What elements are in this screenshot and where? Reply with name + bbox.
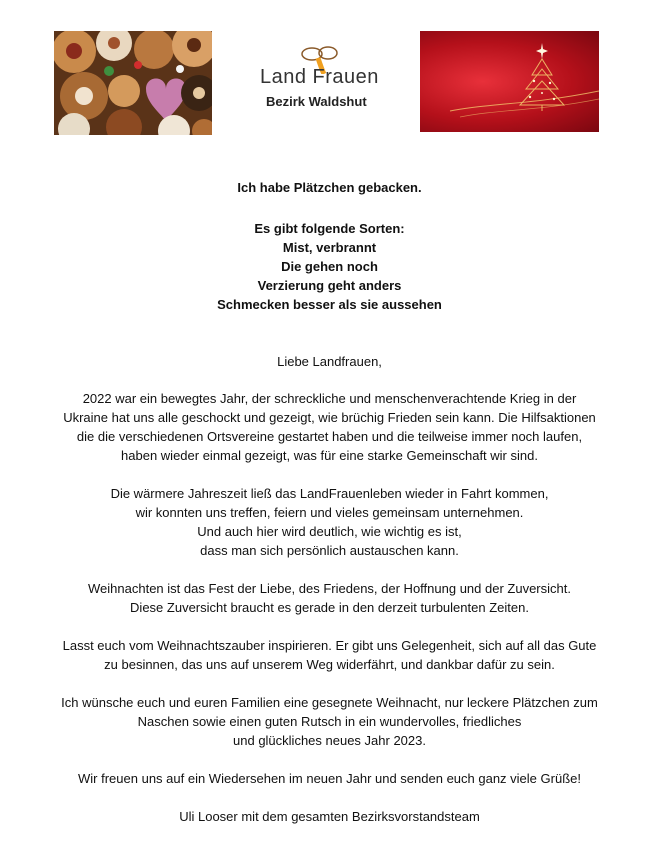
paragraph-line: wir konnten uns treffen, feiern und vieles gemeinsam unternehmen.	[135, 505, 524, 520]
greeting: Liebe Landfrauen,	[277, 354, 382, 369]
paragraph-line: die die verschiedenen Ortsvereine gestartet haben und die teilweise immer noch laufen,	[76, 429, 583, 444]
logo-frauen: Frauen	[312, 66, 379, 88]
poem-sort: Die gehen noch	[281, 259, 378, 274]
poem-title: Ich habe Plätzchen gebacken.	[237, 180, 422, 195]
paragraph-line: Diese Zuversicht braucht es gerade in den derzeit turbulenten Zeiten.	[130, 600, 529, 615]
paragraph-line: Naschen sowie einen guten Rutsch in ein wundervolles, friedliches	[137, 714, 522, 729]
paragraph-line: Weihnachten ist das Fest der Liebe, des Friedens, der Hoffnung und der Zuversicht.	[88, 581, 571, 596]
header	[0, 0, 659, 140]
paragraph-line: dass man sich persönlich austauschen kann.	[200, 543, 459, 558]
poem-sort: Schmecken besser als sie aussehen	[217, 297, 442, 312]
poem-sort: Verzierung geht anders	[257, 278, 402, 293]
logo-wordmark	[260, 66, 379, 89]
christmas-tree-illustration	[420, 31, 599, 132]
signature: Uli Looser mit dem gesamten Bezirksvorstandsteam	[179, 809, 480, 824]
paragraph-line: Und auch hier wird deutlich, wie wichtig es ist,	[197, 524, 462, 539]
paragraph-line: zu besinnen, das uns auf unserem Weg widerfährt, und dankbar dafür zu sein.	[104, 657, 555, 672]
poem-intro: Es gibt folgende Sorten:	[254, 221, 405, 236]
paragraph-line: Ukraine hat uns alle geschockt und gezeigt, wie brüchig Frieden sein kann. Die Hilfsaktionen	[63, 410, 596, 425]
paragraph-line: Ich wünsche euch und euren Familien eine gesegnete Weihnacht, nur leckere Plätzchen zum	[61, 695, 598, 710]
paragraph-line: 2022 war ein bewegtes Jahr, der schreckliche und menschenverachtende Krieg in der	[82, 391, 577, 406]
christmas-image	[420, 31, 599, 132]
logo-land: Land	[260, 66, 307, 88]
closing-line: Wir freuen uns auf ein Wiedersehen im neuen Jahr und senden euch ganz viele Grüße!	[78, 771, 581, 786]
cookies-illustration	[54, 31, 212, 135]
paragraph-line: Lasst euch vom Weihnachtszauber inspirieren. Er gibt uns Gelegenheit, sich auf all das Gute	[62, 638, 597, 653]
landfrauen-logo	[256, 44, 388, 114]
paragraph-line: haben wieder einmal gezeigt, was für eine starke Gemeinschaft wir sind.	[121, 448, 538, 463]
poem-sort: Mist, verbrannt	[282, 240, 377, 255]
cookies-image	[54, 31, 212, 135]
logo-subtitle: Bezirk Waldshut	[266, 94, 367, 109]
paragraph-line: und glückliches neues Jahr 2023.	[233, 733, 426, 748]
paragraph-line: Die wärmere Jahreszeit ließ das LandFrauenleben wieder in Fahrt kommen,	[110, 486, 549, 501]
